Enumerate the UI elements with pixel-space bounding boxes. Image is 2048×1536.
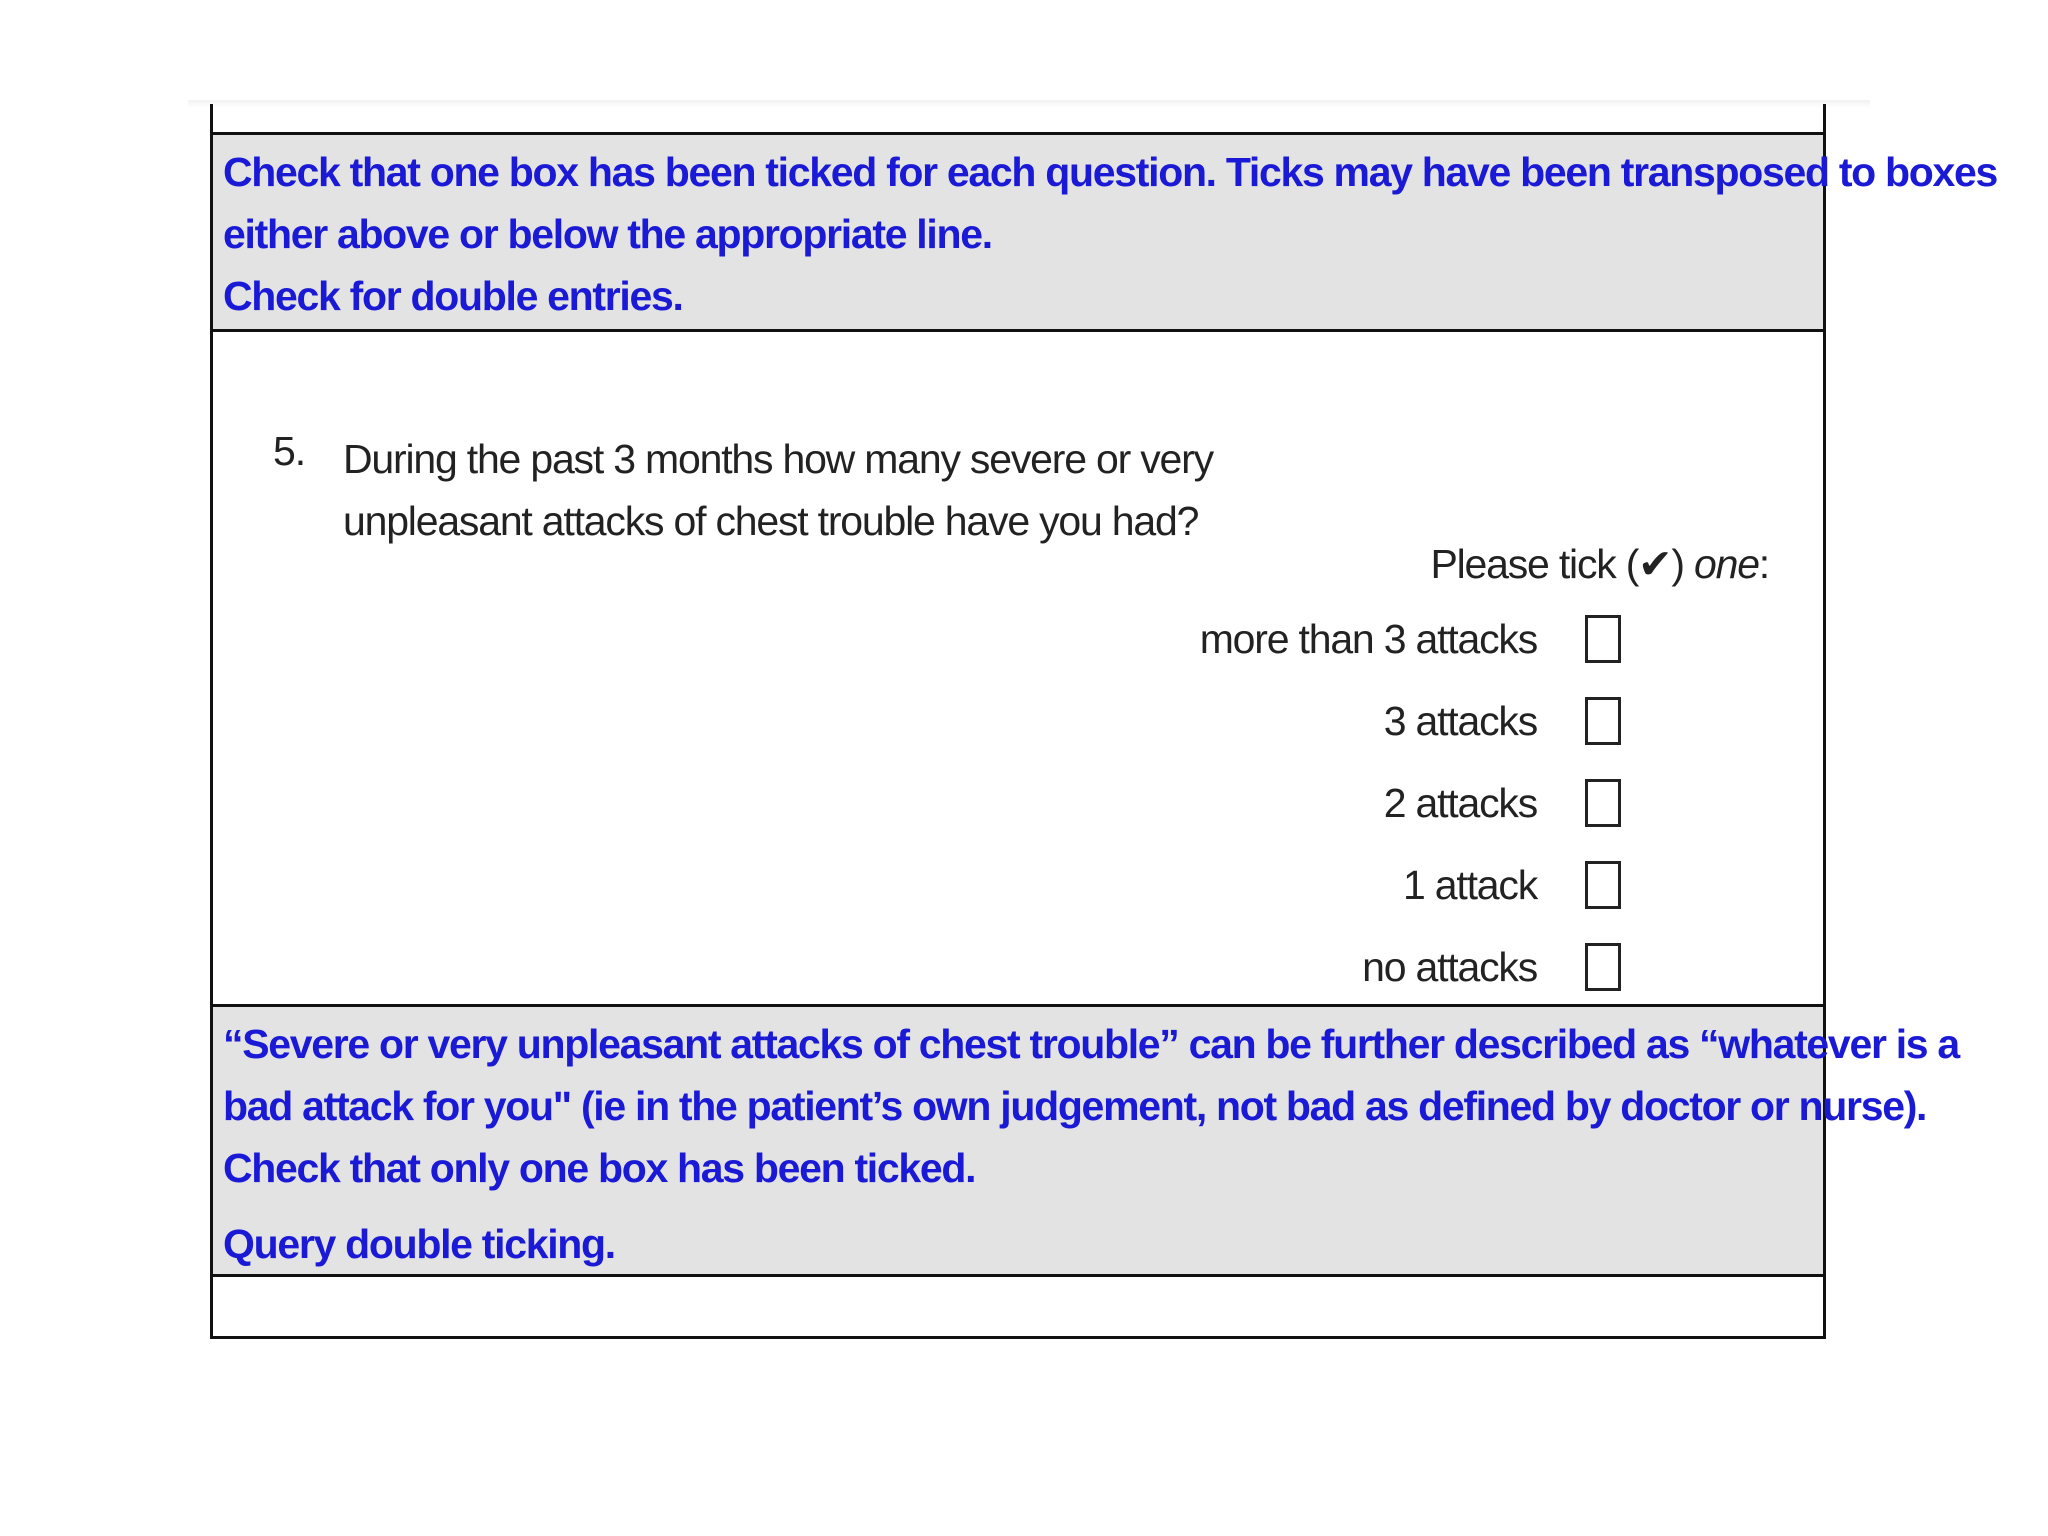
checkbox-3-attacks[interactable]: [1585, 697, 1621, 745]
tick-instruction-suffix: :: [1758, 541, 1769, 587]
answer-options: [1200, 598, 1621, 1008]
question-5: [213, 332, 1823, 1004]
form-frame: [210, 104, 1998, 1339]
top-note-line-3: Check for double entries.: [223, 273, 683, 319]
option-3-attacks: [1200, 680, 1621, 762]
option-2-attacks: [1200, 762, 1621, 844]
option-label: 1 attack: [1403, 861, 1537, 908]
top-note-line-1: Check that one box has been ticked for each question. Ticks may have been transposed to boxes: [223, 149, 1998, 195]
question-number: 5.: [273, 428, 306, 474]
option-label: 2 attacks: [1383, 779, 1537, 826]
bottom-instruction-note: [213, 1004, 1959, 1277]
top-note-line-2: either above or below the appropriate line.: [223, 211, 992, 257]
checkbox-2-attacks[interactable]: [1585, 779, 1621, 827]
checkbox-more-than-3-attacks[interactable]: [1585, 615, 1621, 663]
checkbox-1-attack[interactable]: [1585, 861, 1621, 909]
tick-instruction-prefix: Please tick (✔): [1430, 541, 1694, 587]
option-label: more than 3 attacks: [1199, 615, 1537, 662]
option-label: no attacks: [1362, 943, 1537, 990]
bottom-note-line-2: bad attack for you" (ie in the patient’s own judgement, not bad as defined by doctor or nurse).: [223, 1083, 1927, 1129]
top-instruction-note: [213, 132, 1998, 332]
option-label: 3 attacks: [1383, 697, 1537, 744]
bottom-note-final-line: Query double ticking.: [223, 1221, 615, 1267]
question-text-line-1: During the past 3 months how many severe or very: [343, 436, 1213, 482]
option-no-attacks: [1200, 926, 1621, 1008]
option-more-than-3-attacks: [1200, 598, 1621, 680]
tick-instruction-emphasis: one: [1693, 541, 1759, 587]
question-text: [343, 428, 1213, 552]
checkbox-no-attacks[interactable]: [1585, 943, 1621, 991]
question-text-line-2: unpleasant attacks of chest trouble have you had?: [343, 498, 1199, 544]
option-1-attack: [1200, 844, 1621, 926]
bottom-note-line-3: Check that only one box has been ticked.: [223, 1145, 976, 1191]
tick-instruction: [1430, 540, 1769, 588]
bottom-note-line-1: “Severe or very unpleasant attacks of chest trouble” can be further described as “whatever is a: [223, 1021, 1959, 1067]
